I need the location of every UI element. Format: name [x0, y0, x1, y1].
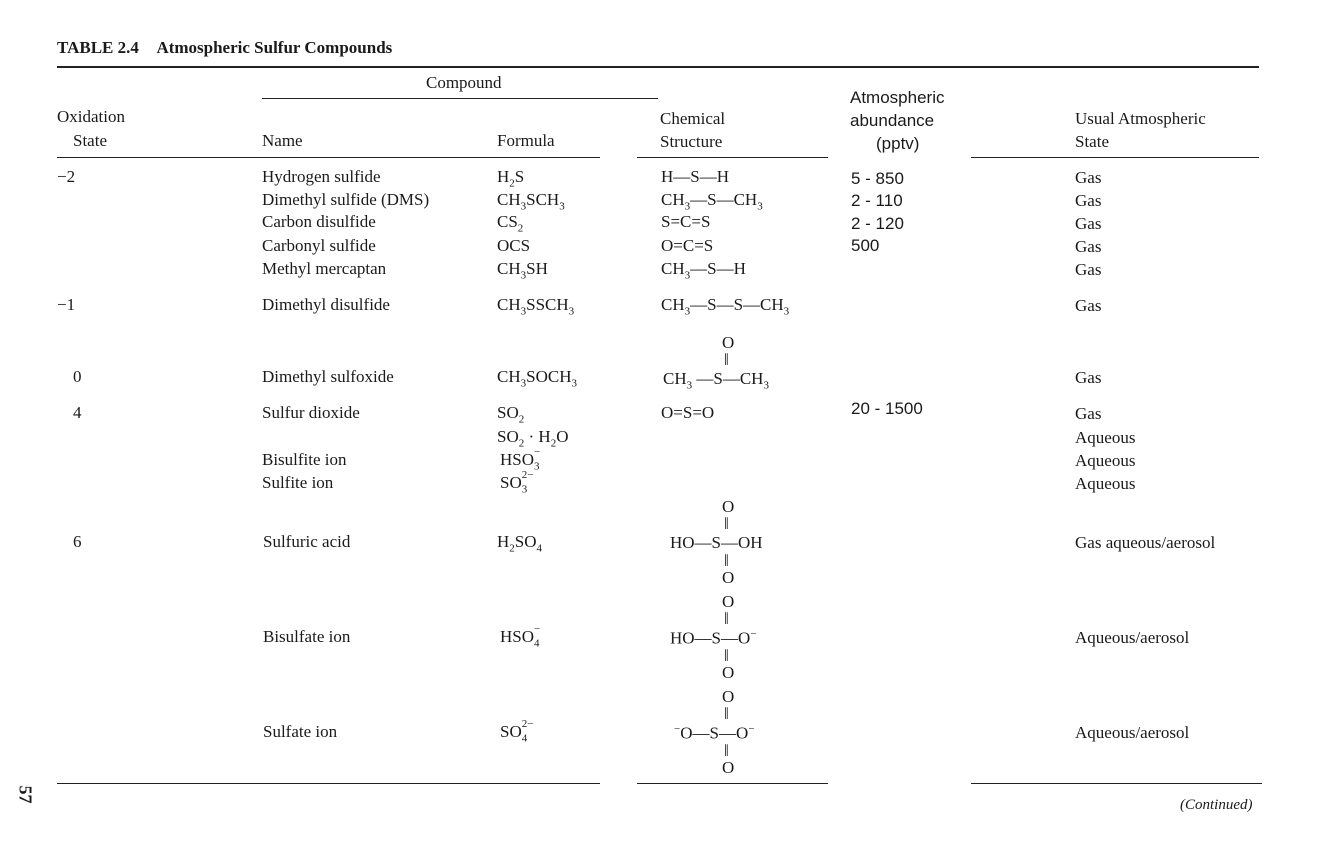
- structure-row-7: $CH_3$ $—S—CH_3$: [663, 369, 769, 392]
- formula-row-11: $SO_3$ 2−: [500, 469, 534, 496]
- structure-row-2: $CH_3—S—CH_3$: [661, 190, 763, 213]
- name-row-8: Sulfur dioxide: [262, 403, 360, 422]
- header-abundance-3: (pptv): [876, 134, 920, 153]
- abundance-row-4: 500: [851, 236, 880, 255]
- header-compound: Compound: [426, 73, 502, 92]
- formula-row-10: $HSO_3$ −: [500, 446, 541, 473]
- name-row-7: Dimethyl sulfoxide: [262, 367, 394, 386]
- formula-row-12: $H_2SO_4$: [497, 532, 543, 555]
- hso4-bottom-bond: ‖: [724, 646, 729, 665]
- name-row-3: Carbon disulfide: [262, 212, 376, 231]
- state-row-7: Gas: [1075, 368, 1102, 387]
- formula-row-4: OCS: [497, 236, 531, 255]
- h2so4-bottom-oxygen: O: [722, 568, 735, 587]
- name-row-10: Bisulfite ion: [262, 450, 347, 469]
- hso4-bottom-oxygen: O: [722, 663, 735, 682]
- state-row-13: Aqueous/aerosol: [1075, 628, 1190, 647]
- abundance-row-8: 20 - 1500: [851, 399, 923, 418]
- state-row-4: Gas: [1075, 237, 1102, 256]
- name-row-11: Sulfite ion: [262, 473, 334, 492]
- formula-row-14: $SO_4$ 2−: [500, 718, 534, 745]
- state-row-6: Gas: [1075, 296, 1102, 315]
- header-usual-state: State: [1075, 132, 1109, 151]
- so4-top-bond: ‖: [724, 704, 729, 723]
- formula-row-9: $SO_2 \cdot H_2O$: [497, 427, 569, 450]
- hso4-top-oxygen: O: [722, 592, 735, 611]
- structure-row-8: O=S=O: [661, 403, 715, 422]
- state-row-8: Gas: [1075, 404, 1102, 423]
- h2so4-top-oxygen: O: [722, 497, 735, 516]
- name-row-12: Sulfuric acid: [263, 532, 351, 551]
- header-oxidation-state: State: [73, 131, 107, 150]
- header-rule-b: [637, 157, 828, 158]
- header-formula: Formula: [497, 131, 555, 150]
- abundance-row-3: 2 - 120: [851, 214, 904, 233]
- state-row-2: Gas: [1075, 191, 1102, 210]
- structure-row-12: HO—S—OH: [670, 533, 763, 552]
- header-abundance-1: Atmospheric: [850, 88, 945, 107]
- name-row-1: Hydrogen sulfide: [262, 167, 381, 186]
- formula-row-5: $CH_3SH$: [497, 259, 548, 282]
- header-structure: Structure: [660, 132, 723, 151]
- dmso-double-bond: ‖: [724, 350, 729, 369]
- formula-row-8: $SO_2$: [497, 403, 525, 426]
- formula-row-13: $HSO_4$ −: [500, 623, 541, 650]
- name-row-14: Sulfate ion: [263, 722, 338, 741]
- formula-row-3: $CS_2$: [497, 212, 524, 235]
- state-row-14: Aqueous/aerosol: [1075, 723, 1190, 742]
- top-rule: [57, 66, 1259, 68]
- table-caption: Atmospheric Sulfur Compounds: [156, 38, 393, 57]
- state-row-10: Aqueous: [1075, 451, 1136, 470]
- table-label: TABLE 2.4: [57, 38, 139, 57]
- header-chemical: Chemical: [660, 109, 726, 128]
- name-row-2: Dimethyl sulfide (DMS): [262, 190, 430, 209]
- so4-bottom-bond: ‖: [724, 741, 729, 760]
- ox-row-1: −2: [57, 167, 76, 186]
- so4-bottom-oxygen: O: [722, 758, 735, 777]
- structure-row-4: O=C=S: [661, 236, 714, 255]
- name-row-5: Methyl mercaptan: [262, 259, 387, 278]
- ox-row-8: 4: [73, 403, 82, 422]
- compound-rule: [262, 98, 658, 99]
- structure-row-13: HO—S—O−: [670, 628, 757, 648]
- bottom-rule-b: [637, 783, 828, 784]
- page-number: 57: [15, 785, 36, 804]
- state-row-9: Aqueous: [1075, 428, 1136, 447]
- formula-row-1: $H_2S$: [497, 167, 525, 190]
- state-row-3: Gas: [1075, 214, 1102, 233]
- h2so4-top-bond: ‖: [724, 514, 729, 533]
- formula-row-7: $CH_3SOCH_3$: [497, 367, 577, 390]
- formula-row-2: $CH_3SCH_3$: [497, 190, 565, 213]
- state-row-12: Gas aqueous/aerosol: [1075, 533, 1216, 552]
- structure-row-6: $CH_3—S—S—CH_3$: [661, 295, 790, 318]
- bottom-rule-a: [57, 783, 600, 784]
- state-row-1: Gas: [1075, 168, 1102, 187]
- name-row-4: Carbonyl sulfide: [262, 236, 376, 255]
- continued-note: (Continued): [1180, 797, 1253, 813]
- header-rule-a: [57, 157, 600, 158]
- structure-row-14: −O—S—O−: [674, 723, 755, 743]
- state-row-11: Aqueous: [1075, 474, 1136, 493]
- name-row-13: Bisulfate ion: [263, 627, 351, 646]
- ox-row-6: −1: [57, 295, 76, 314]
- abundance-row-1: 5 - 850: [851, 169, 904, 188]
- structure-row-3: S=C=S: [661, 212, 711, 231]
- header-abundance-2: abundance: [850, 111, 935, 130]
- h2so4-bottom-bond: ‖: [724, 551, 729, 570]
- hso4-top-bond: ‖: [724, 609, 729, 628]
- so4-top-oxygen: O: [722, 687, 735, 706]
- abundance-row-2: 2 - 110: [851, 191, 903, 210]
- header-rule-c: [971, 157, 1259, 158]
- header-name: Name: [262, 131, 303, 150]
- structure-row-5: $CH_3—S—H$: [661, 259, 746, 282]
- dmso-oxygen: O: [722, 333, 735, 352]
- formula-row-6: $CH_3SSCH_3$: [497, 295, 575, 318]
- name-row-6: Dimethyl disulfide: [262, 295, 390, 314]
- header-oxidation: Oxidation: [57, 107, 125, 126]
- header-usual: Usual Atmospheric: [1075, 109, 1206, 128]
- structure-row-1: H—S—H: [661, 167, 730, 186]
- state-row-5: Gas: [1075, 260, 1102, 279]
- bottom-rule-c: [971, 783, 1262, 784]
- table-title: [57, 38, 392, 58]
- ox-row-12: 6: [73, 532, 82, 551]
- ox-row-7: 0: [73, 367, 82, 386]
